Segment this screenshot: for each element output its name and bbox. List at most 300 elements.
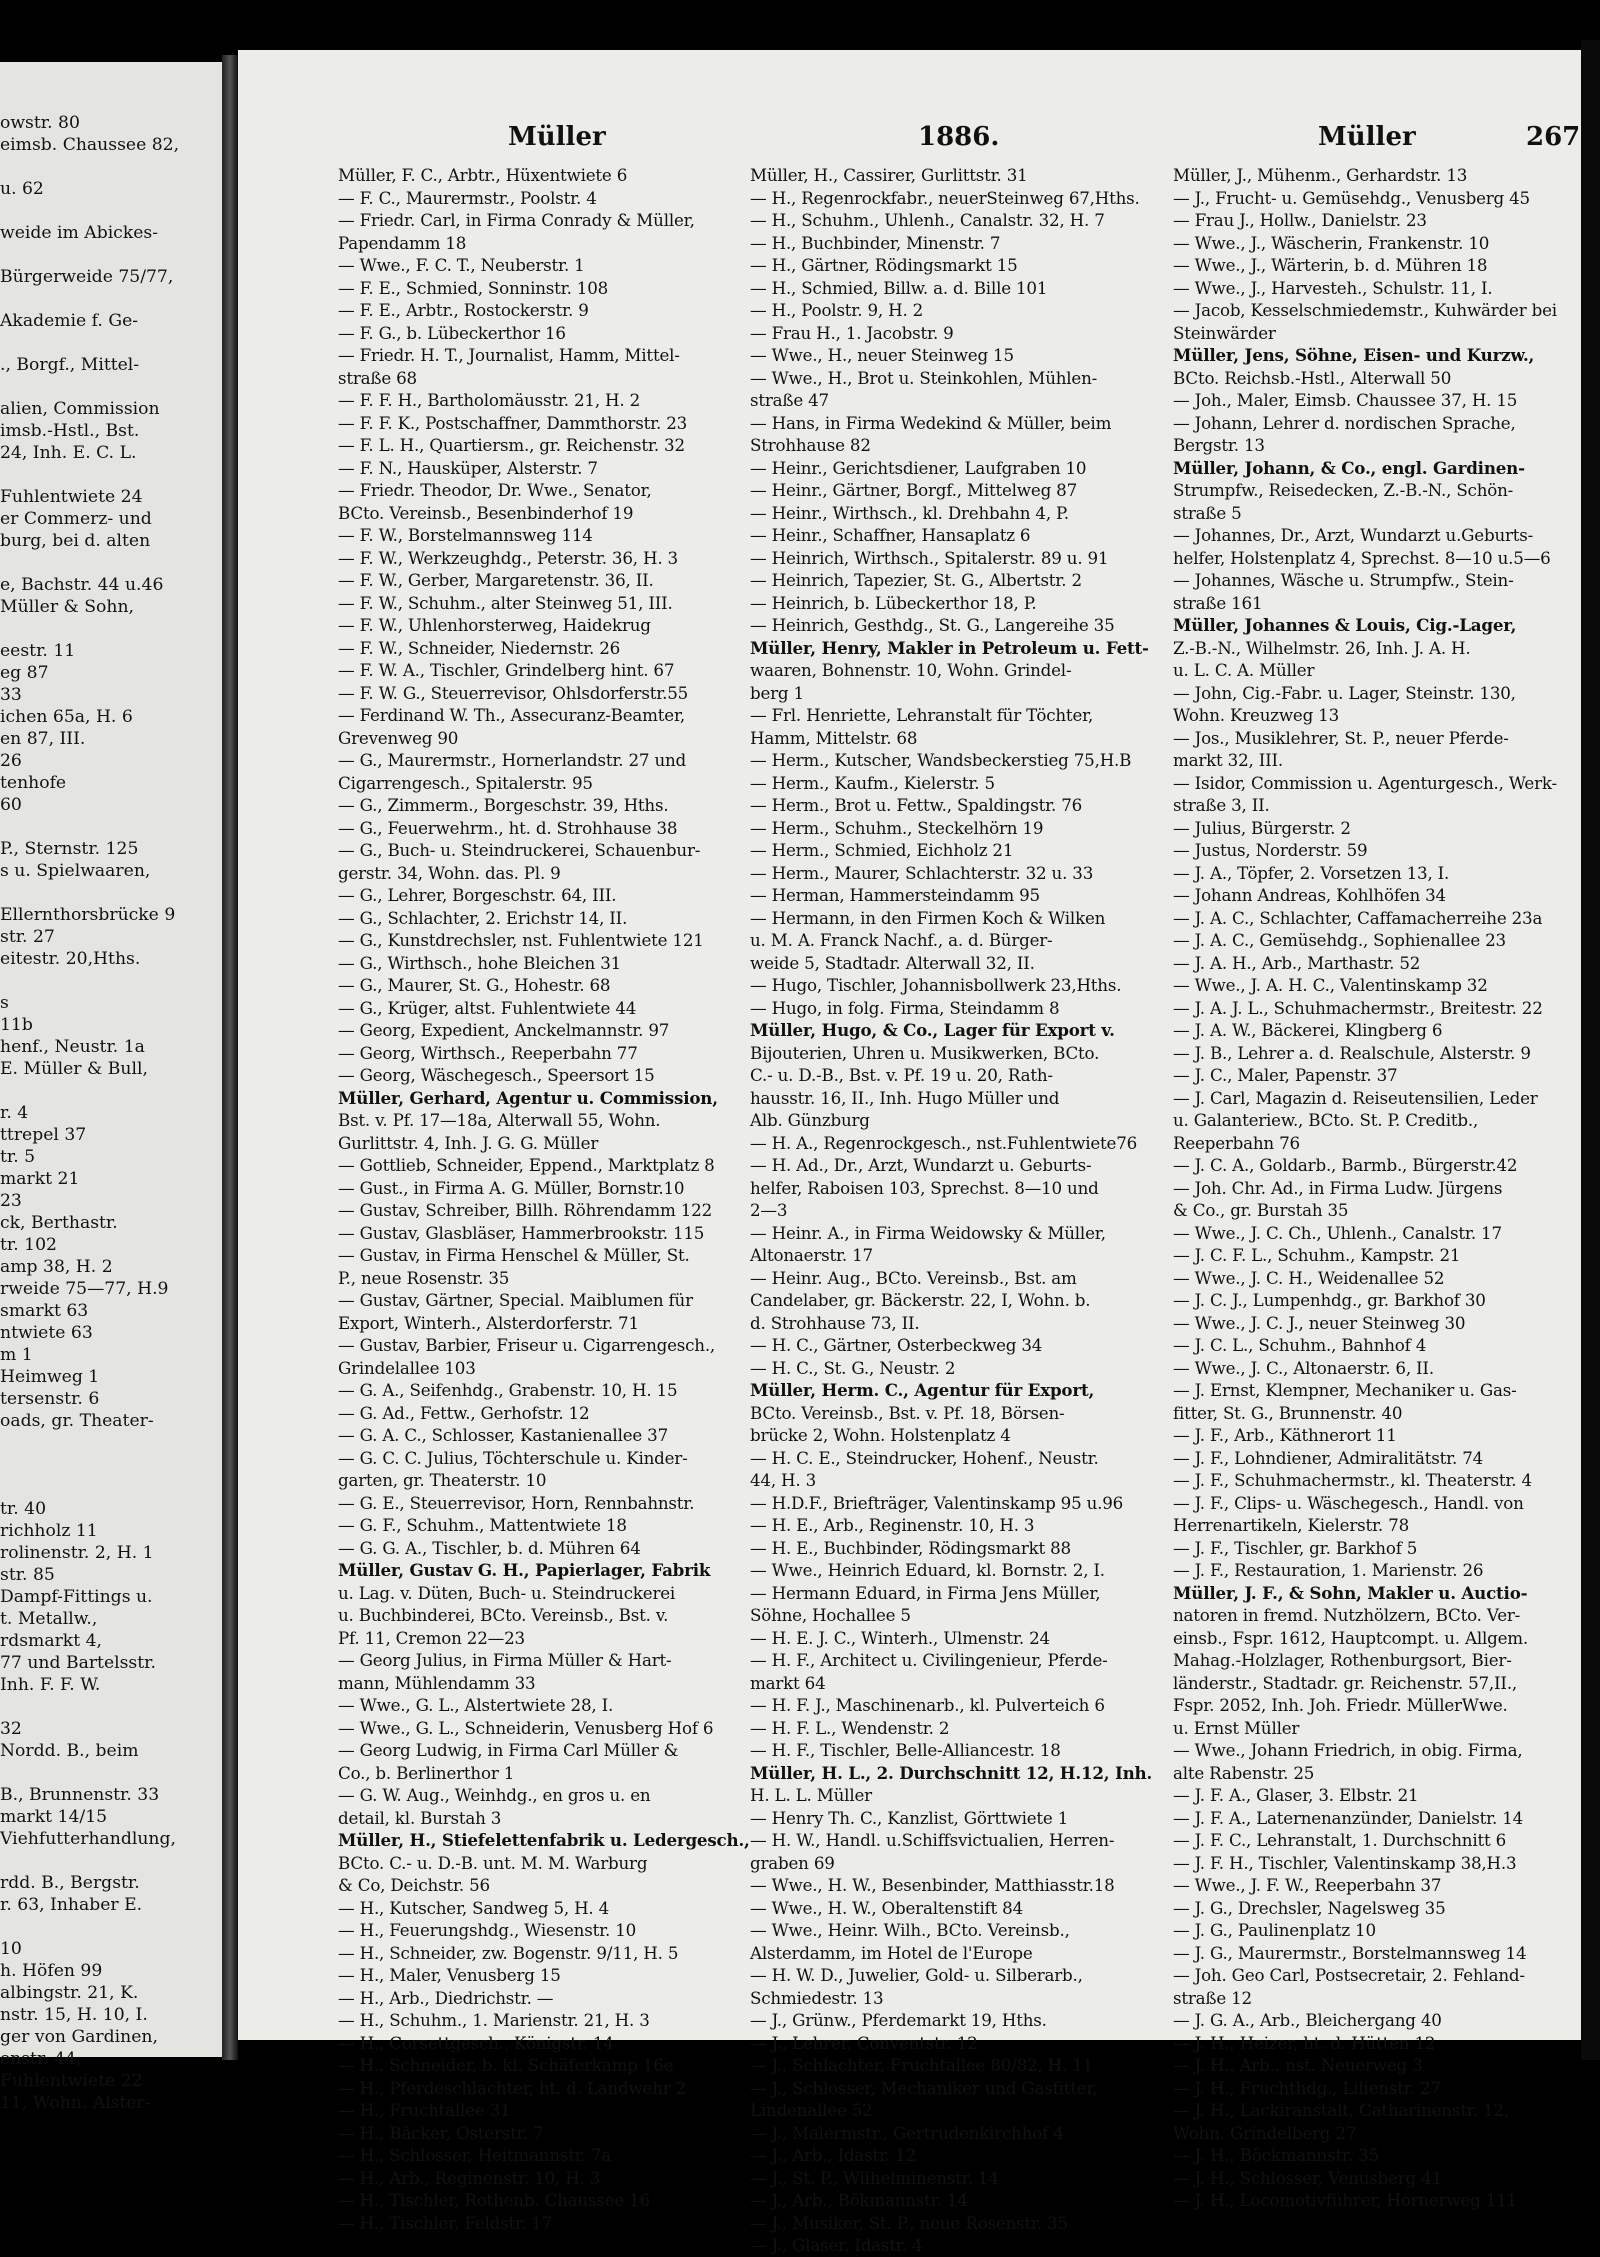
directory-entry: — G., Zimmerm., Borgeschstr. 39, Hths. (338, 795, 669, 815)
directory-entry: — H. F. L., Wendenstr. 2 (750, 1717, 950, 1738)
left-page-line: 77 und Bartelsstr. (0, 1653, 156, 1673)
directory-entry: — Wwe., J. C. Ch., Uhlenh., Canalstr. 17 (1173, 1222, 1502, 1243)
directory-entry: Export, Winterh., Alsterdorferstr. 71 (338, 1312, 639, 1333)
directory-entry: d. Strohhause 73, II. (750, 1312, 920, 1333)
directory-entry: — J. F., Lohndiener, Admiralitätstr. 74 (1173, 1447, 1484, 1468)
directory-entry: — J. H., Lackiranstalt, Catharinenstr. 12, (1173, 2100, 1509, 2120)
directory-entry: — J. F. C., Lehranstalt, 1. Durchschnitt 6 (1173, 1830, 1507, 1850)
left-page-line: 33 (0, 685, 22, 705)
directory-entry: — H. F., Architect u. Civilingenieur, Pferde- (750, 1650, 1108, 1670)
directory-entry: — Heinr., Gärtner, Borgf., Mittelweg 87 (750, 480, 1077, 500)
directory-entry: straße 47 (750, 390, 829, 410)
directory-entry: graben 69 (750, 1852, 835, 1873)
directory-entry: — J. H., Schlosser, Venusberg 41 (1173, 2167, 1442, 2188)
directory-entry: — Johann, Lehrer d. nordischen Sprache, (1173, 412, 1516, 433)
directory-entry: — J. C. L., Schuhm., Bahnhof 4 (1173, 1335, 1427, 1355)
directory-entry: — Wwe., Johann Friedrich, in obig. Firma, (1173, 1740, 1523, 1760)
header-left-name: Müller (508, 122, 606, 152)
left-page-line (0, 1432, 220, 1454)
directory-entry: helfer, Raboisen 103, Sprechst. 8—10 und (750, 1177, 1099, 1198)
directory-entry: — H., Feuerungshdg., Wiesenstr. 10 (338, 1920, 637, 1940)
directory-entry: — J. A. W., Bäckerei, Klingberg 6 (1173, 1020, 1443, 1040)
left-page-fragment (0, 62, 222, 2113)
directory-main-entry: Müller, Gustav G. H., Papierlager, Fabrik (338, 1560, 711, 1580)
left-page-line: rolinenstr. 2, H. 1 (0, 1543, 154, 1563)
column-3 (1173, 164, 1583, 2212)
directory-entry: Cigarrengesch., Spitalerstr. 95 (338, 772, 593, 793)
directory-entry: — J. A. C., Schlachter, Caffamacherreihe 23a (1173, 907, 1543, 928)
directory-entry: — G. F., Schuhm., Mattentwiete 18 (338, 1515, 627, 1535)
directory-entry: — H., Schneider, b. kl. Schäferkamp 16e (338, 2055, 674, 2075)
left-page-line: s (0, 993, 9, 1013)
directory-entry: — Wwe., J. C. H., Weidenallee 52 (1173, 1267, 1445, 1288)
left-page-line (0, 970, 220, 992)
directory-entry: — F. F. H., Bartholomäusstr. 21, H. 2 (338, 390, 641, 410)
directory-entry: — H.D.F., Briefträger, Valentinskamp 95 u.96 (750, 1492, 1124, 1513)
directory-main-entry: Müller, H. L., 2. Durchschnitt 12, H.12, Inh. (750, 1762, 1153, 1783)
left-page-line: er Commerz- und (0, 509, 152, 529)
left-page-line: markt 14/15 (0, 1807, 108, 1827)
directory-entry: — F. G., b. Lübeckerthor 16 (338, 322, 566, 343)
directory-entry: — H., Schlosser, Heitmannstr. 7a (338, 2145, 612, 2165)
directory-entry: gerstr. 34, Wohn. das. Pl. 9 (338, 862, 561, 883)
directory-entry: — Wwe., J., Wärterin, b. d. Mühren 18 (1173, 255, 1488, 275)
directory-entry: — G. W. Aug., Weinhdg., en gros u. en (338, 1785, 651, 1805)
left-page-line: amp 38, H. 2 (0, 1257, 113, 1277)
left-page-line (0, 1454, 220, 1476)
directory-entry: — Henry Th. C., Kanzlist, Görttwiete 1 (750, 1807, 1069, 1828)
directory-entry: Co., b. Berlinerthor 1 (338, 1762, 515, 1783)
left-page-line: str. 27 (0, 927, 55, 947)
directory-entry: Müller, H., Cassirer, Gurlittstr. 31 (750, 165, 1028, 185)
directory-entry: straße 68 (338, 367, 417, 388)
directory-entry: — J., Glaser, Idastr. 4 (750, 2235, 923, 2255)
left-page-line: ttrepel 37 (0, 1125, 87, 1145)
directory-entry: — H., Corsettgesch., Königstr. 14 (338, 2032, 614, 2053)
left-page-line (0, 1080, 220, 1102)
directory-entry: — Herm., Maurer, Schlachterstr. 32 u. 33 (750, 862, 1094, 883)
directory-entry: Bergstr. 13 (1173, 435, 1265, 455)
directory-entry: — Johann Andreas, Kohlhöfen 34 (1173, 885, 1446, 905)
directory-entry: — H., Maler, Venusberg 15 (338, 1965, 561, 1985)
directory-entry: einsb., Fspr. 1612, Hauptcompt. u. Allgem. (1173, 1627, 1528, 1648)
directory-entry: Wohn. Kreuzweg 13 (1173, 705, 1340, 725)
directory-entry: natoren in fremd. Nutzhölzern, BCto. Ver- (1173, 1605, 1521, 1625)
directory-entry: — J., Arb., Idastr. 12 (750, 2145, 917, 2165)
directory-entry: — J., Arb., Bökmannstr. 14 (750, 2190, 968, 2210)
directory-entry: — J. Carl, Magazin d. Reiseutensilien, Leder (1173, 1087, 1538, 1108)
directory-entry: — J. F., Restauration, 1. Marienstr. 26 (1173, 1560, 1484, 1580)
directory-entry: Schmiedestr. 13 (750, 1987, 884, 2008)
directory-entry: — J. F. A., Laternenanzünder, Danielstr. 14 (1173, 1807, 1524, 1828)
directory-entry: — Hugo, in folg. Firma, Steindamm 8 (750, 997, 1060, 1018)
directory-entry: — J. F. H., Tischler, Valentinskamp 38,H.3 (1173, 1852, 1517, 1873)
directory-entry: — F. W., Uhlenhorsterweg, Haidekrug (338, 615, 651, 635)
directory-entry: — J., Grünw., Pferdemarkt 19, Hths. (750, 2010, 1047, 2030)
directory-entry: — Friedr. Theodor, Dr. Wwe., Senator, (338, 480, 652, 500)
left-page-line: Viehfutterhandlung, (0, 1829, 176, 1849)
left-page-line (0, 618, 220, 640)
directory-entry: — J. G., Maurermstr., Borstelmannsweg 14 (1173, 1942, 1527, 1963)
directory-entry: — J., Lehrer, Conventstr. 12 (750, 2032, 978, 2053)
left-page-line: Müller & Sohn, (0, 597, 135, 617)
directory-entry: — Hermann, in den Firmen Koch & Wilken (750, 907, 1106, 928)
directory-entry: — Wwe., J. A. H. C., Valentinskamp 32 (1173, 975, 1488, 995)
left-page-line (0, 156, 220, 178)
directory-entry: — F. W., Werkzeughdg., Peterstr. 36, H. 3 (338, 547, 678, 568)
left-page-line: e, Bachstr. 44 u.46 (0, 575, 164, 595)
directory-main-entry: Müller, J. F., & Sohn, Makler u. Auctio- (1173, 1582, 1528, 1603)
directory-entry: — J. C., Maler, Papenstr. 37 (1173, 1065, 1398, 1085)
directory-entry: — Heinrich, Tapezier, St. G., Albertstr. 2 (750, 570, 1082, 590)
left-page-line: B., Brunnenstr. 33 (0, 1785, 160, 1805)
directory-entry: — J. F., Arb., Käthnerort 11 (1173, 1425, 1397, 1445)
directory-entry: — H. A., Regenrockgesch., nst.Fuhlentwiete76 (750, 1132, 1138, 1153)
directory-entry: — Georg Julius, in Firma Müller & Hart- (338, 1650, 672, 1670)
directory-entry: BCto. Vereinsb., Bst. v. Pf. 18, Börsen- (750, 1402, 1065, 1423)
directory-entry: straße 3, II. (1173, 795, 1270, 815)
left-page-text (0, 112, 220, 2114)
left-page-line: weide im Abickes- (0, 223, 159, 243)
directory-entry: — Hermann Eduard, in Firma Jens Müller, (750, 1582, 1101, 1603)
left-page-line: Fuhlentwiete 24 (0, 487, 143, 507)
directory-entry: — H., Arb., Reginenstr. 10, H. 3 (338, 2167, 601, 2188)
left-page-line: ., Borgf., Mittel- (0, 355, 140, 375)
directory-entry: — Gottlieb, Schneider, Eppend., Marktplatz 8 (338, 1155, 715, 1175)
directory-entry: Wohn. Grindelberg 27 (1173, 2122, 1357, 2143)
directory-entry: u. L. C. A. Müller (1173, 660, 1315, 680)
directory-entry: berg 1 (750, 682, 804, 703)
directory-entry: — F. E., Arbtr., Rostockerstr. 9 (338, 300, 589, 320)
directory-entry: — Wwe., J. C., Altonaerstr. 6, II. (1173, 1357, 1434, 1378)
directory-entry: u. Galanteriew., BCto. St. P. Creditb., (1173, 1110, 1479, 1130)
directory-entry: — Justus, Norderstr. 59 (1173, 840, 1368, 860)
directory-entry: — Herm., Kutscher, Wandsbeckerstieg 75,H.B (750, 750, 1132, 770)
directory-entry: — Frau H., 1. Jacobstr. 9 (750, 322, 954, 343)
directory-entry: — J., Malermstr., Gertrudenkirchhof 4 (750, 2122, 1064, 2143)
directory-entry: — Herm., Brot u. Fettw., Spaldingstr. 76 (750, 795, 1083, 815)
directory-entry: 2—3 (750, 1200, 788, 1220)
directory-entry: weide 5, Stadtadr. Alterwall 32, II. (750, 952, 1035, 973)
directory-entry: — Heinrich, Gesthdg., St. G., Langereihe 35 (750, 615, 1115, 635)
directory-entry: — J. Ernst, Klempner, Mechaniker u. Gas- (1173, 1380, 1517, 1400)
directory-entry: — J. A. C., Gemüsehdg., Sophienallee 23 (1173, 930, 1506, 950)
directory-entry: — G. G. A., Tischler, b. d. Mühren 64 (338, 1537, 641, 1558)
left-page-line: 26 (0, 751, 22, 771)
directory-entry: — Herm., Schuhm., Steckelhörn 19 (750, 817, 1044, 838)
directory-entry: — G., Maurermstr., Hornerlandstr. 27 und (338, 750, 687, 770)
left-page-line: r. 4 (0, 1103, 29, 1123)
directory-entry: — F. F. K., Postschaffner, Dammthorstr. 23 (338, 412, 688, 433)
page-edge (1581, 40, 1600, 2060)
directory-entry: & Co., gr. Burstah 35 (1173, 1200, 1349, 1220)
directory-entry: & Co, Deichstr. 56 (338, 1875, 490, 1895)
directory-entry: — H., Schuhm., Uhlenh., Canalstr. 32, H. 7 (750, 210, 1105, 230)
directory-entry: — Wwe., F. C. T., Neuberstr. 1 (338, 255, 585, 275)
left-page-line: rdsmarkt 4, (0, 1631, 102, 1651)
directory-entry: — Wwe., J. F. W., Reeperbahn 37 (1173, 1875, 1442, 1895)
left-page-line: tr. 102 (0, 1235, 57, 1255)
directory-entry: — Heinr., Wirthsch., kl. Drehbahn 4, P. (750, 502, 1069, 523)
directory-entry: — H., Poolstr. 9, H. 2 (750, 300, 924, 320)
directory-entry: Reeperbahn 76 (1173, 1132, 1300, 1153)
directory-entry: — J., St. P., Wilhelminenstr. 14 (750, 2167, 999, 2188)
directory-entry: — F. W., Borstelmannsweg 114 (338, 525, 593, 545)
directory-entry: — H., Tischler, Rothenb. Chaussee 16 (338, 2190, 650, 2210)
directory-entry: — Wwe., G. L., Schneiderin, Venusberg Hof 6 (338, 1717, 714, 1738)
directory-entry: — Herman, Hammersteindamm 95 (750, 885, 1040, 905)
directory-entry: — Julius, Bürgerstr. 2 (1173, 817, 1351, 838)
directory-entry: — Herm., Schmied, Eichholz 21 (750, 840, 1014, 860)
directory-entry: — J. C. J., Lumpenhdg., gr. Barkhof 30 (1173, 1290, 1486, 1310)
directory-entry: — J. H., Locomotivführer, Hornerweg 111 (1173, 2190, 1517, 2210)
directory-entry: — Heinrich, Wirthsch., Spitalerstr. 89 u. 91 (750, 547, 1109, 568)
directory-entry: Fspr. 2052, Inh. Joh. Friedr. MüllerWwe. (1173, 1695, 1508, 1715)
directory-entry: — Wwe., Heinr. Wilh., BCto. Vereinsb., (750, 1920, 1070, 1940)
left-page-line: u. 62 (0, 179, 44, 199)
directory-main-entry: Müller, Gerhard, Agentur u. Commission, (338, 1087, 718, 1108)
directory-entry: — J. F. A., Glaser, 3. Elbstr. 21 (1173, 1785, 1419, 1805)
directory-entry: — F. W., Gerber, Margaretenstr. 36, II. (338, 570, 654, 590)
directory-entry: Altonaerstr. 17 (750, 1245, 873, 1265)
directory-entry: — Heinr. Aug., BCto. Vereinsb., Bst. am (750, 1267, 1077, 1288)
directory-entry: BCto. C.- u. D.-B. unt. M. M. Warburg (338, 1852, 648, 1873)
directory-entry: — Georg, Wirthsch., Reeperbahn 77 (338, 1042, 638, 1063)
directory-entry: — Wwe., Heinrich Eduard, kl. Bornstr. 2, I. (750, 1560, 1105, 1580)
directory-entry: — H. E., Arb., Reginenstr. 10, H. 3 (750, 1515, 1035, 1535)
left-page-line: m 1 (0, 1345, 33, 1365)
directory-entry: Bst. v. Pf. 17—18a, Alterwall 55, Wohn. (338, 1110, 661, 1130)
directory-entry: — G., Krüger, altst. Fuhlentwiete 44 (338, 997, 637, 1018)
directory-entry: markt 64 (750, 1672, 826, 1693)
left-page-line: Dampf-Fittings u. (0, 1587, 153, 1607)
directory-entry: u. Ernst Müller (1173, 1717, 1300, 1738)
directory-main-entry: Müller, Johann, & Co., engl. Gardinen- (1173, 457, 1525, 478)
directory-entry: — Joh., Maler, Eimsb. Chaussee 37, H. 15 (1173, 390, 1518, 410)
directory-entry: — H. W. D., Juwelier, Gold- u. Silberarb., (750, 1965, 1083, 1985)
directory-entry: Z.-B.-N., Wilhelmstr. 26, Inh. J. A. H. (1173, 637, 1471, 658)
directory-entry: Lindenallee 52 (750, 2100, 873, 2120)
directory-entry: Papendamm 18 (338, 232, 467, 253)
left-page-line: eitestr. 20,Hths. (0, 949, 141, 969)
directory-entry: H. L. L. Müller (750, 1785, 872, 1805)
left-page-line: 10 (0, 1939, 22, 1959)
left-page-line: enstr. 44, (0, 2049, 82, 2069)
directory-entry: — Johannes, Wäsche u. Strumpfw., Stein- (1173, 570, 1514, 590)
left-page-line: eestr. 11 (0, 641, 76, 661)
directory-entry: — H. C., St. G., Neustr. 2 (750, 1357, 956, 1378)
directory-entry: Grindelallee 103 (338, 1357, 476, 1378)
directory-entry: — Gustav, in Firma Henschel & Müller, St. (338, 1245, 690, 1265)
left-page-line: 60 (0, 795, 22, 815)
directory-entry: — F. W., Schuhm., alter Steinweg 51, III. (338, 592, 673, 613)
directory-entry: — G., Feuerwehrm., ht. d. Strohhause 38 (338, 817, 678, 838)
left-page-line: str. 85 (0, 1565, 55, 1585)
left-page-line (0, 816, 220, 838)
directory-entry: — G. Ad., Fettw., Gerhofstr. 12 (338, 1402, 590, 1423)
directory-entry: — F. W., Schneider, Niedernstr. 26 (338, 637, 621, 658)
left-page-line: owstr. 80 (0, 113, 80, 133)
directory-entry: — Wwe., J. C. J., neuer Steinweg 30 (1173, 1312, 1466, 1333)
directory-entry: — J. A. J. L., Schuhmachermstr., Breitestr. 22 (1173, 997, 1543, 1018)
directory-entry: 44, H. 3 (750, 1470, 817, 1490)
directory-entry: — G., Wirthsch., hohe Bleichen 31 (338, 952, 622, 973)
directory-entry: — H., Fruchtallee 31 (338, 2100, 511, 2120)
directory-entry: — F. C., Maurermstr., Poolstr. 4 (338, 187, 597, 208)
left-page-line: rdd. B., Bergstr. (0, 1873, 140, 1893)
directory-entry: mann, Mühlendamm 33 (338, 1672, 536, 1693)
directory-entry: Candelaber, gr. Bäckerstr. 22, I, Wohn. b. (750, 1290, 1091, 1310)
directory-entry: Alb. Günzburg (750, 1110, 870, 1130)
directory-entry: — J. H., Böckmannstr. 35 (1173, 2145, 1379, 2165)
left-page-line: Inh. F. F. W. (0, 1675, 101, 1695)
directory-entry: waaren, Bohnenstr. 10, Wohn. Grindel- (750, 660, 1072, 680)
directory-entry: — H. Ad., Dr., Arzt, Wundarzt u. Geburts- (750, 1155, 1092, 1175)
directory-entry: Alsterdamm, im Hotel de l'Europe (750, 1942, 1033, 1963)
directory-entry: — J. B., Lehrer a. d. Realschule, Alsterstr. 9 (1173, 1042, 1531, 1063)
directory-entry: straße 12 (1173, 1987, 1252, 2008)
left-page-line: ichen 65a, H. 6 (0, 707, 133, 727)
directory-entry: — G. A. C., Schlosser, Kastanienallee 37 (338, 1425, 669, 1445)
left-page-line: tr. 40 (0, 1499, 47, 1519)
directory-entry: u. M. A. Franck Nachf., a. d. Bürger- (750, 930, 1053, 950)
directory-entry: — F. N., Hausküper, Alsterstr. 7 (338, 457, 598, 478)
directory-entry: — Wwe., H. W., Besenbinder, Matthiasstr.18 (750, 1875, 1115, 1895)
directory-entry: hausstr. 16, II., Inh. Hugo Müller und (750, 1087, 1060, 1108)
directory-entry: — J., Musiker, St. P., neue Rosenstr. 35 (750, 2212, 1068, 2233)
left-page-line (0, 376, 220, 398)
left-page-line: Fuhlentwiete 22 (0, 2071, 143, 2091)
directory-entry: — G., Buch- u. Steindruckerei, Schauenbur- (338, 840, 701, 860)
left-page-line: Bürgerweide 75/77, (0, 267, 174, 287)
directory-entry: — F. L. H., Quartiersm., gr. Reichenstr. 32 (338, 435, 685, 455)
directory-entry: — G., Kunstdrechsler, nst. Fuhlentwiete 121 (338, 930, 704, 950)
directory-entry: — G., Maurer, St. G., Hohestr. 68 (338, 975, 611, 995)
directory-main-entry: Müller, Jens, Söhne, Eisen- und Kurzw., (1173, 345, 1535, 365)
directory-entry: — Herm., Kaufm., Kielerstr. 5 (750, 772, 995, 793)
directory-entry: Hamm, Mittelstr. 68 (750, 727, 918, 748)
directory-entry: — J. H., Fruchthdg., Lilienstr. 27 (1173, 2077, 1441, 2098)
directory-main-entry: Müller, Hugo, & Co., Lager für Export v. (750, 1020, 1115, 1040)
directory-entry: — H., Arb., Diedrichstr. — (338, 1987, 554, 2008)
directory-entry: — J. G., Paulinenplatz 10 (1173, 1920, 1376, 1940)
directory-entry: — Heinrich, b. Lübeckerthor 18, P. (750, 592, 1037, 613)
left-page-line: ck, Berthastr. (0, 1213, 118, 1233)
page-number: 267 (1526, 122, 1581, 152)
left-page-line: r. 63, Inhaber E. (0, 1895, 143, 1915)
left-page-line: 11b (0, 1015, 33, 1035)
directory-entry: Grevenweg 90 (338, 727, 459, 748)
left-page-line (0, 1850, 220, 1872)
directory-entry: — H., Tischler, Feldstr. 17 (338, 2212, 552, 2233)
directory-entry: — H., Bäcker, Osterstr. 7 (338, 2122, 544, 2143)
directory-main-entry: Müller, H., Stiefelettenfabrik u. Ledergesch., (338, 1830, 750, 1850)
left-page-line: 24, Inh. E. C. L. (0, 443, 137, 463)
directory-entry: brücke 2, Wohn. Holstenplatz 4 (750, 1425, 1011, 1445)
directory-entry: — Wwe., H. W., Oberaltenstift 84 (750, 1897, 1023, 1918)
directory-entry: — H. C. E., Steindrucker, Hohenf., Neustr. (750, 1447, 1099, 1468)
directory-entry: — J., Schlosser, Mechaniker und Gasfitter, (750, 2077, 1098, 2098)
left-page-line: tenhofe (0, 773, 67, 793)
left-page-line (0, 288, 220, 310)
directory-entry: — J. C. A., Goldarb., Barmb., Bürgerstr.42 (1173, 1155, 1518, 1175)
directory-entry: — Gustav, Schreiber, Billh. Röhrendamm 122 (338, 1200, 712, 1220)
directory-entry: länderstr., Stadtadr. gr. Reichenstr. 57,II., (1173, 1672, 1518, 1693)
left-page-line: oads, gr. Theater- (0, 1411, 154, 1431)
directory-entry: BCto. Vereinsb., Besenbinderhof 19 (338, 502, 634, 523)
directory-entry: — H. E. J. C., Winterh., Ulmenstr. 24 (750, 1627, 1050, 1648)
left-page-line: richholz 11 (0, 1521, 98, 1541)
directory-entry: — J., Schlachter, Fruchtallee 80/82, H. 11 (750, 2055, 1094, 2075)
directory-entry: — Johannes, Dr., Arzt, Wundarzt u.Geburts- (1173, 525, 1534, 545)
left-page-line: burg, bei d. alten (0, 531, 151, 551)
directory-entry: — J. F., Clips- u. Wäschegesch., Handl. von (1173, 1492, 1524, 1513)
directory-entry: — G., Lehrer, Borgeschstr. 64, III. (338, 885, 617, 905)
directory-entry: — H., Schuhm., 1. Marienstr. 21, H. 3 (338, 2010, 650, 2030)
directory-entry: — Hans, in Firma Wedekind & Müller, beim (750, 412, 1112, 433)
left-page-line (0, 200, 220, 222)
directory-entry: BCto. Reichsb.-Hstl., Alterwall 50 (1173, 367, 1452, 388)
directory-entry: — H. E., Buchbinder, Rödingsmarkt 88 (750, 1537, 1071, 1558)
directory-main-entry: Müller, Herm. C., Agentur für Export, (750, 1380, 1095, 1400)
directory-entry: — Jos., Musiklehrer, St. P., neuer Pferde- (1173, 727, 1509, 748)
directory-entry: — Isidor, Commission u. Agenturgesch., Werk- (1173, 772, 1557, 793)
left-page-line: P., Sternstr. 125 (0, 839, 139, 859)
directory-entry: — Gust., in Firma A. G. Müller, Bornstr.10 (338, 1177, 685, 1198)
directory-entry: — H. W., Handl. u.Schiffsvictualien, Herren- (750, 1830, 1115, 1850)
directory-entry: — G. E., Steuerrevisor, Horn, Rennbahnstr. (338, 1492, 695, 1513)
directory-entry: Mahag.-Holzlager, Rothenburgsort, Bier- (1173, 1650, 1512, 1670)
directory-entry: — Heinr., Gerichtsdiener, Laufgraben 10 (750, 457, 1087, 478)
directory-entry: — J. H., Heizer, ht. d. Hütten 12 (1173, 2032, 1436, 2053)
directory-entry: — Georg Ludwig, in Firma Carl Müller & (338, 1740, 679, 1760)
directory-entry: — J. G. A., Arb., Bleichergang 40 (1173, 2010, 1442, 2030)
directory-entry: C.- u. D.-B., Bst. v. Pf. 19 u. 20, Rath- (750, 1065, 1053, 1085)
directory-entry: — Heinr. A., in Firma Weidowsky & Müller, (750, 1222, 1106, 1243)
directory-entry: — G., Schlachter, 2. Erichstr 14, II. (338, 907, 628, 928)
left-page-line: alien, Commission (0, 399, 160, 419)
directory-entry: — Georg, Wäschegesch., Speersort 15 (338, 1065, 655, 1085)
directory-entry: — H., Schmied, Billw. a. d. Bille 101 (750, 277, 1048, 298)
directory-entry: — Gustav, Gärtner, Special. Maiblumen für (338, 1290, 693, 1310)
directory-entry: — Joh. Chr. Ad., in Firma Ludw. Jürgens (1173, 1177, 1503, 1198)
directory-entry: — J. A., Töpfer, 2. Vorsetzen 13, I. (1173, 862, 1450, 883)
directory-entry: Müller, J., Mühenm., Gerhardstr. 13 (1173, 165, 1468, 185)
directory-entry: — H. F., Tischler, Belle-Alliancestr. 18 (750, 1740, 1061, 1760)
left-page-line: Akademie f. Ge- (0, 311, 139, 331)
left-page-line: s u. Spielwaaren, (0, 861, 151, 881)
directory-entry: — Gustav, Glasbläser, Hammerbrookstr. 115 (338, 1222, 705, 1243)
left-page-line: albingstr. 21, K. (0, 1983, 139, 2003)
directory-entry: — H., Regenrockfabr., neuerSteinweg 67,Hths. (750, 187, 1140, 208)
directory-entry: — Friedr. H. T., Journalist, Hamm, Mittel- (338, 345, 680, 365)
directory-entry: — Heinr., Schaffner, Hansaplatz 6 (750, 525, 1031, 545)
directory-entry: — H., Pferdeschlachter, ht. d. Landwehr 2 (338, 2077, 687, 2098)
directory-entry: — J. G., Drechsler, Nagelsweg 35 (1173, 1897, 1446, 1918)
left-page-line: tr. 5 (0, 1147, 36, 1167)
directory-entry: — Joh. Geo Carl, Postsecretair, 2. Fehland- (1173, 1965, 1525, 1985)
directory-entry: Steinwärder (1173, 322, 1276, 343)
directory-entry: — Frl. Henriette, Lehranstalt für Töchter, (750, 705, 1094, 725)
left-page-line: Nordd. B., beim (0, 1741, 139, 1761)
left-page-line: eimsb. Chaussee 82, (0, 135, 180, 155)
left-page-line (0, 882, 220, 904)
directory-entry: Müller, F. C., Arbtr., Hüxentwiete 6 (338, 165, 628, 185)
directory-entry: u. Buchbinderei, BCto. Vereinsb., Bst. v. (338, 1605, 669, 1625)
directory-entry: — Hugo, Tischler, Johannisbollwerk 23,Hths. (750, 975, 1122, 995)
left-page-line: rweide 75—77, H.9 (0, 1279, 169, 1299)
directory-entry: Herrenartikeln, Kielerstr. 78 (1173, 1515, 1409, 1535)
